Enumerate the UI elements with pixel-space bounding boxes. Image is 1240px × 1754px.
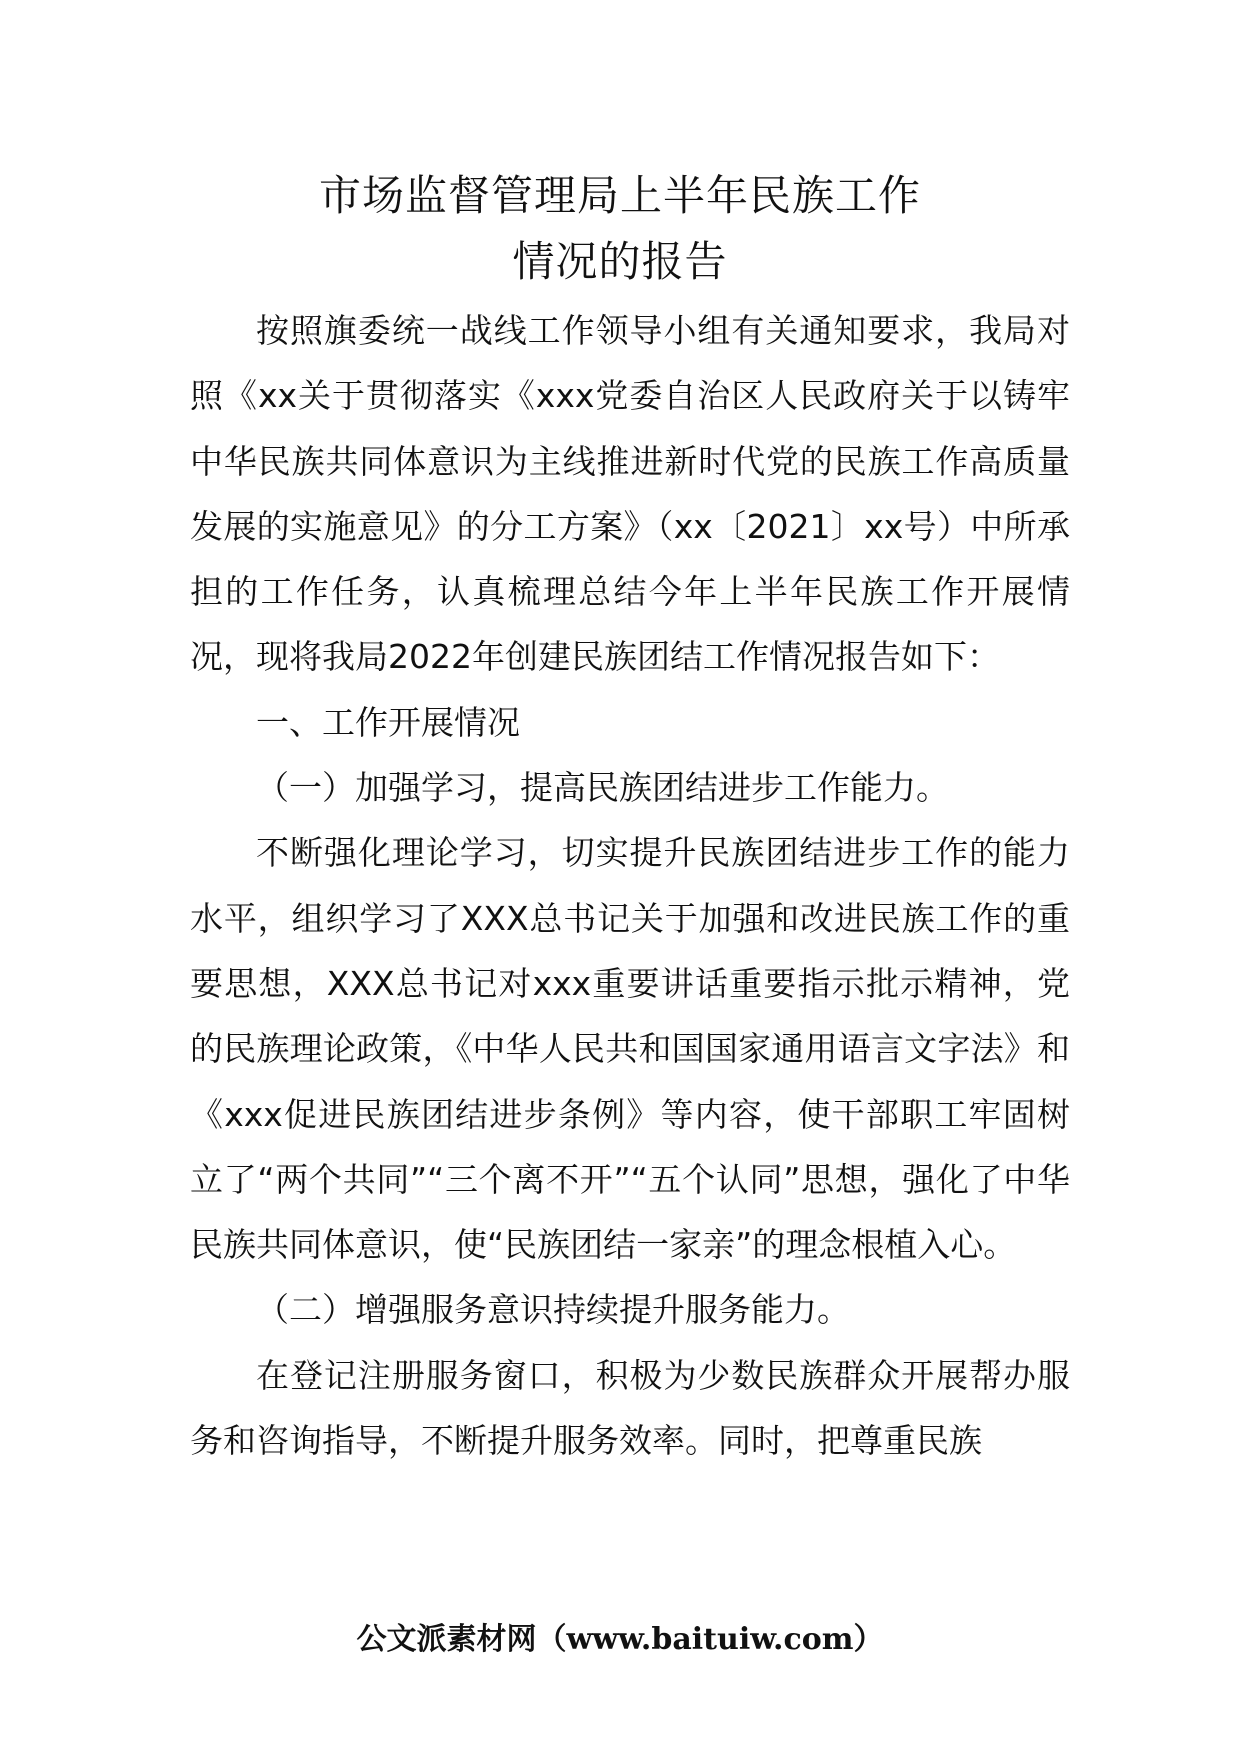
document-title-line-2: 情况的报告 [512, 237, 728, 286]
subsection-heading-service: （二）增强服务意识持续提升服务能力。 [256, 1290, 850, 1330]
subsection-heading-study: （一）加强学习，提高民族团结进步工作能力。 [256, 768, 949, 808]
section-heading-work-progress: 一、工作开展情况 [256, 702, 520, 742]
intro-paragraph: 按照旗委统一战线工作领导小组有关通知要求，我局对照《xx关于贯彻落实《xxx党委自治区人民政府关于以铸牢中华民族共同体意识为主线推进新时代党的民族工作高质量发展的实施意见》的分工方案》（xx〔2021〕xx号）中所承担的工作任务，认真梳理总结今年上半年民族工作开展情况，现将我局2022年创建民族团结工作情况报告如下： [190, 311, 1070, 677]
study-paragraph: 不断强化理论学习，切实提升民族团结进步工作的能力水平，组织学习了XXX总书记关于加强和改进民族工作的重要思想，XXX总书记对xxx重要讲话重要指示批示精神，党的民族理论政策，《中华人民共和国国家通用语言文字法》和《xxx促进民族团结进步条例》等内容，使干部职工牢固树立了“两个共同”“三个离不开”“五个认同”思想，强化了中华民族共同体意识，使“民族团结一家亲”的理念根植入心。 [190, 833, 1070, 1265]
document-title-line-1: 市场监督管理局上半年民族工作 [318, 171, 921, 220]
document-body [190, 298, 1070, 1473]
footer-watermark-text: 公文派素材网（www.baituiw.com） [356, 1622, 884, 1657]
service-paragraph: 在登记注册服务窗口，积极为少数民族群众开展帮办服务和咨询指导，不断提升服务效率。同时，把尊重民族 [190, 1355, 1070, 1461]
